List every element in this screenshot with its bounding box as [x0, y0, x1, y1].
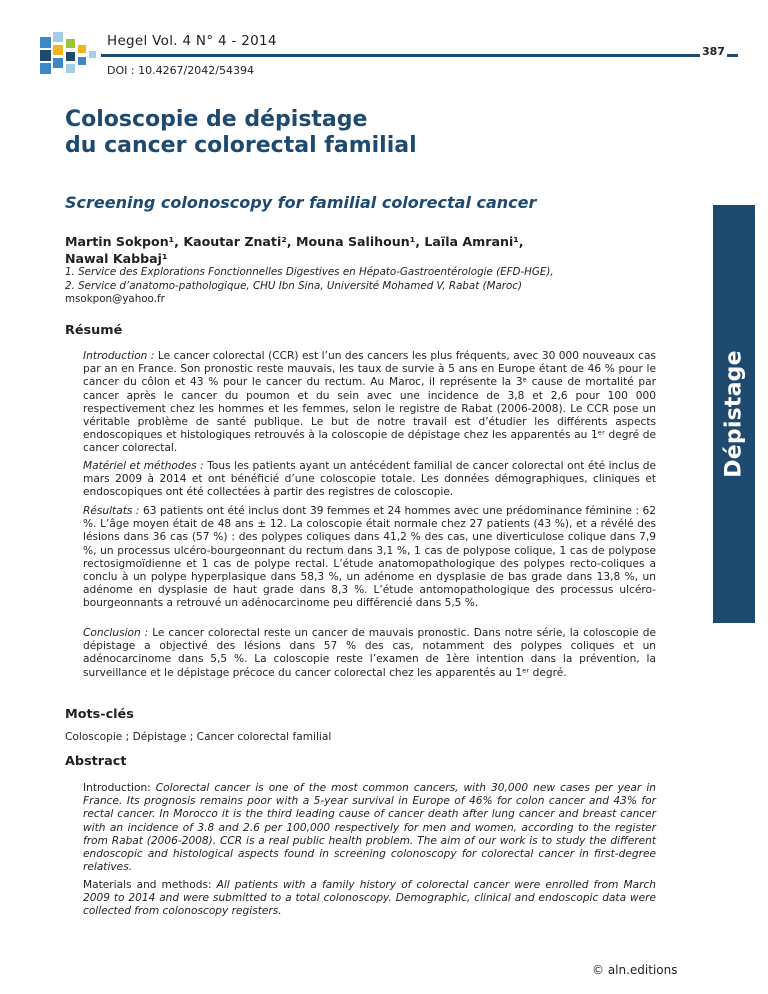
resume-resultats [83, 505, 656, 611]
article-title-line-2: du cancer colorectal familial [65, 133, 417, 158]
affiliation-2: 2. Service d’anatomo-pathologique, CHU Ibn Sina, Université Mohamed V, Rabat (Maroc) [65, 279, 522, 292]
affiliation-1: 1. Service des Explorations Fonctionnelles Digestives en Hépato-Gastroentérologie (EFD-HGE), [65, 266, 554, 278]
section-side-tab-label: Dépistage [721, 350, 747, 478]
resume-conclusion [83, 627, 656, 680]
authors-line-1: Martin Sokpon¹, Kaoutar Znati², Mouna Salihoun¹, Laïla Amrani¹, [65, 234, 524, 249]
resume-introduction-label: Introduction : [83, 350, 155, 362]
page-number-rule [727, 54, 738, 57]
page-number: 387 [702, 45, 725, 58]
corresponding-email: msokpon@yahoo.fr [65, 293, 165, 305]
english-title: Screening colonoscopy for familial colorectal cancer [65, 193, 537, 212]
keywords-heading: Mots-clés [65, 707, 134, 722]
affiliations [65, 266, 705, 293]
resume-methodes [83, 460, 656, 500]
article-title-line-1: Coloscopie de dépistage [65, 107, 368, 132]
resume-methodes-text: Tous les patients ayant un antécédent familial de cancer colorectal ont été inclus de mars 2009 à 2014 et ont bénéficié d’une coloscopie totale. Les données démographiques, cliniques et endoscopiques ont été collectées à partir des registres de coloscopie. [83, 460, 656, 499]
doi: DOI : 10.4267/2042/54394 [107, 64, 254, 77]
resume-conclusion-text: Le cancer colorectal reste un cancer de mauvais pronostic. Dans notre série, la coloscopie de dépistage a objectivé des lésions dans 57 % des cas, notamment des polypes coliques et un adénocarcinome dans 5,5 %. La coloscopie reste l’examen de 1ère intention dans la prévention, la surveillance et le dépistage précoce du cancer colorectal chez les apparentés au 1ᵉʳ degré. [83, 627, 656, 679]
resume-introduction-text: Le cancer colorectal (CCR) est l’un des cancers les plus fréquents, avec 30 000 nouveaux cas par an en France. Son pronostic reste mauvais, les taux de survie à 5 ans en Europe étant de 46 % pour le cancer du côlon et 43 % pour le cancer du rectum. Au Maroc, il représente la 3ᵉ cause de mortalité par cancer après le cancer du poumon et du sein avec une incidence de 3,8 et 2,6 pour 100 000 respectivement chez les hommes et les femmes, selon le registre de Rabat (2006-2008). Le CCR pose un véritable problème de santé publique. Le but de notre travail est d’étudier les différents aspects endoscopiques et histologiques retrouvés à la coloscopie de dépistage chez les apparentés au 1ᵉʳ degré de cancer colorectal. [83, 350, 656, 455]
abstract-introduction-text: Colorectal cancer is one of the most common cancers, with 30,000 new cases per year in France. Its prognosis remains poor with a 5-year survival in Europe of 46% for colon cancer and 43% for rectal cancer. In Morocco it is the third leading cause of cancer death after lung cancer and breast cancer with an incidence of 3.8 and 2.6 per 100,000 respectively for men and women, according to the register from Rabat (2006-2008). CCR is a real public health problem. The aim of our work is to study the different endoscopic and histological aspects found in screening colonoscopy for colorectal cancer in first-degree relatives. [83, 782, 656, 874]
journal-reference: Hegel Vol. 4 N° 4 - 2014 [107, 33, 277, 49]
header-rule [101, 54, 700, 57]
resume-resultats-label: Résultats : [83, 505, 140, 517]
abstract-methods [83, 879, 656, 919]
resume-resultats-text: 63 patients ont été inclus dont 39 femmes et 24 hommes avec une prédominance féminine : 62 %. L’âge moyen était de 48 ans ± 12. La coloscopie était normale chez 27 patients (43 %), et a révélé des lésions dans 36 cas (57 %) : des polypes coliques dans 41,2 % des cas, une diverticulose colique dans 7,9 %, un processus ulcéro-bourgeonnant du rectum dans 3,1 %, 1 cas de polypose colique, 1 cas de polypose rectosigmoïdienne et 1 cas de polype rectal. L’étude anatomopathologique des polypes recto-coliques a conclu à un polype hyperplasique dans 58,3 %, un adénome en dysplasie de bas grade dans 13,8 %, un adénome en dysplasie de haut grade dans 8,3 %. L’étude antomopathologique des processus ulcéro-bourgeonnants a retrouvé un adénocarcinome peu différencié dans 5,5 %. [83, 505, 657, 610]
resume-introduction [83, 350, 656, 456]
abstract-introduction-label: Introduction: [83, 782, 151, 794]
abstract-heading: Abstract [65, 754, 127, 769]
article-title [65, 107, 625, 159]
abstract-introduction [83, 782, 656, 874]
copyright: © aln.editions [592, 963, 678, 977]
authors [65, 233, 685, 267]
resume-heading: Résumé [65, 323, 123, 338]
journal-logo-icon [40, 32, 98, 76]
abstract-methods-text: All patients with a family history of colorectal cancer were enrolled from March 2009 to 2014 and were submitted to a total colonoscopy. Demographic, clinical and endoscopic data were collected from colonoscopy registers. [83, 879, 656, 918]
abstract-methods-label: Materials and methods: [83, 879, 212, 891]
resume-conclusion-label: Conclusion : [83, 627, 149, 639]
authors-line-2: Nawal Kabbaj¹ [65, 251, 168, 266]
section-side-tab [713, 205, 755, 623]
keywords-text: Coloscopie ; Dépistage ; Cancer colorectal familial [65, 731, 332, 743]
resume-methodes-label: Matériel et méthodes : [83, 460, 204, 472]
